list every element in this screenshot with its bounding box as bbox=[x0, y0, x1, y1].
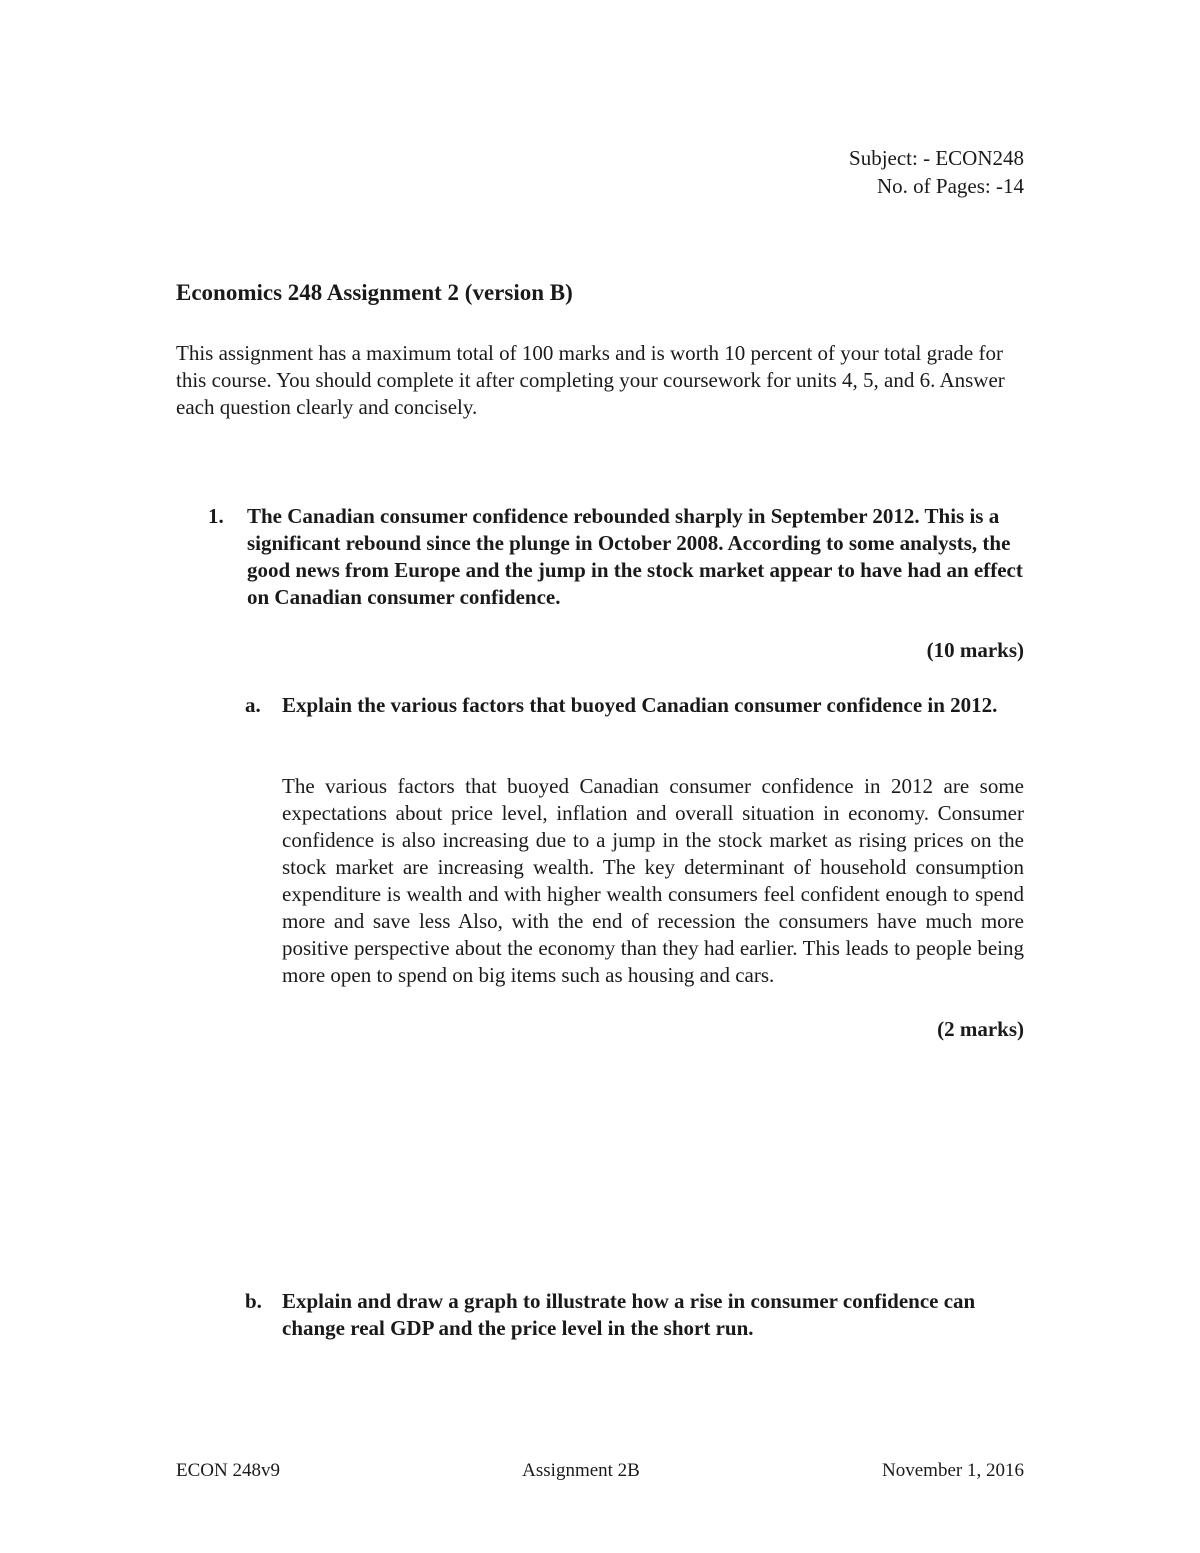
question-1-marks: (10 marks) bbox=[926, 638, 1024, 662]
footer-course: ECON 248v9 bbox=[176, 1460, 280, 1481]
intro-paragraph: This assignment has a maximum total of 100 marks and is worth 10 percent of your total grade for this course. You should complete it after completing your coursework for units 4, 5, and 6. Answer each question clearly and concisely. bbox=[176, 341, 1005, 419]
header-meta bbox=[849, 144, 1024, 200]
question-number: 1. bbox=[208, 504, 224, 528]
subject-line: Subject: - ECON248 bbox=[849, 146, 1024, 170]
part-a-letter: a. bbox=[245, 693, 261, 717]
footer-assignment: Assignment 2B bbox=[522, 1460, 640, 1481]
part-a-marks: (2 marks) bbox=[937, 1017, 1024, 1041]
part-b-text: Explain and draw a graph to illustrate how a rise in consumer confidence can change real GDP and the price level in the short run. bbox=[282, 1289, 976, 1340]
part-a bbox=[245, 692, 1024, 719]
part-a-text: Explain the various factors that buoyed Canadian consumer confidence in 2012. bbox=[282, 693, 998, 717]
page-footer bbox=[176, 1460, 1024, 1482]
part-b-letter: b. bbox=[245, 1289, 262, 1313]
question-text: The Canadian consumer confidence rebounded sharply in September 2012. This is a significant rebound since the plunge in October 2008. According to some analysts, the good news from Europe and the jump in the stock market appear to have had an effect on Canadian consumer confidence. bbox=[247, 504, 1023, 609]
footer-date: November 1, 2016 bbox=[882, 1460, 1024, 1481]
part-b bbox=[245, 1288, 1024, 1342]
page-count-line: No. of Pages: -14 bbox=[877, 174, 1024, 198]
question-1 bbox=[208, 503, 1024, 611]
document-title: Economics 248 Assignment 2 (version B) bbox=[176, 280, 573, 305]
part-a-answer: The various factors that buoyed Canadian consumer confidence in 2012 are some expectations about price level, inflation and overall situation in economy. Consumer confidence is also increasing due to a jump in the stock market as rising prices on the stock market are increasing wealth. The key determinant of household consumption expenditure is wealth and with higher wealth consumers feel confident enough to spend more and save less Also, with the end of recession the consumers have much more positive perspective about the economy than they had earlier. This leads to people being more open to spend on big items such as housing and cars. bbox=[282, 774, 1024, 987]
